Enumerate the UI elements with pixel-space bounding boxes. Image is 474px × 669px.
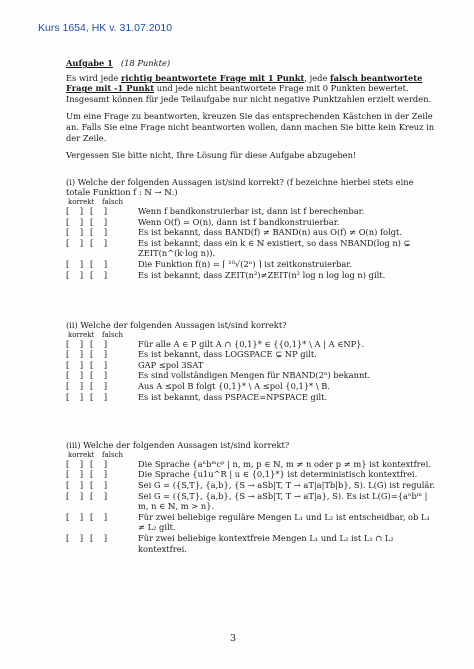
section-question: (iii) Welche der folgenden Aussagen ist/sind korrekt? <box>66 440 290 451</box>
checkbox-false[interactable]: [ ] <box>90 381 112 392</box>
checkbox-false[interactable]: [ ] <box>90 338 112 349</box>
col-correct: korrekt <box>68 450 95 459</box>
checkbox-false[interactable]: [ ] <box>90 269 112 280</box>
column-headers <box>68 198 438 206</box>
instructions-paragraph: Um eine Frage zu beantworten, kreuzen Sie das entsprechenden Kästchen in der Zeile an. Falls Sie eine Frage nicht beantworten wollen, dann machen Sie bitte kein Kreuz in der Zeile. <box>66 111 435 143</box>
question-row <box>66 217 438 228</box>
course-header: Kurs 1654, HK v. 31.07.2010 <box>38 22 173 34</box>
question-row <box>66 206 438 217</box>
checkbox-false[interactable]: [ ] <box>90 458 112 469</box>
col-false: falsch <box>102 450 124 459</box>
checkbox-false[interactable]: [ ] <box>90 490 112 501</box>
question-row <box>66 533 438 554</box>
statement: Es ist bekannt, dass PSPACE=NPSPACE gilt. <box>138 391 328 402</box>
statement: Für alle A ∈ P gilt A ∩ {0,1}* ∈ {{0,1}* \ A | A ∈NP}. <box>138 338 365 349</box>
checkbox-correct[interactable]: [ ] <box>66 349 88 360</box>
checkbox-false[interactable]: [ ] <box>90 370 112 381</box>
statement: Die Funktion f(n) = ⌈ ¹⁰√(2ⁿ) ⌉ ist zeitkonstruierbar. <box>138 258 352 269</box>
statement: Es ist bekannt, dass BAND(f) ≠ BAND(n) aus O(f) ≠ O(n) folgt. <box>138 227 402 238</box>
checkbox-false[interactable]: [ ] <box>90 237 112 248</box>
column-headers <box>68 331 438 339</box>
checkbox-false[interactable]: [ ] <box>90 391 112 402</box>
intro-bold-2: falsch beantwortete Frage mit -1 Punkt <box>66 72 423 94</box>
checkbox-correct[interactable]: [ ] <box>66 359 88 370</box>
question-row <box>66 349 438 360</box>
checkbox-correct[interactable]: [ ] <box>66 511 88 522</box>
task-title-line <box>66 58 438 69</box>
checkbox-correct[interactable]: [ ] <box>66 533 88 543</box>
question-row <box>66 392 438 403</box>
question-row <box>66 370 438 381</box>
section-ii <box>66 320 438 402</box>
statement: Es sind vollständigen Mengen für NBAND(2ⁿ) bekannt. <box>138 370 371 381</box>
question-row <box>66 227 438 238</box>
page-number: 3 <box>230 633 237 644</box>
checkbox-false[interactable]: [ ] <box>90 480 112 491</box>
column-headers <box>68 451 438 459</box>
checkbox-correct[interactable]: [ ] <box>66 269 88 280</box>
reminder-paragraph: Vergessen Sie bitte nicht, Ihre Lösung für diese Aufgabe abzugeben! <box>66 150 357 161</box>
col-correct: korrekt <box>68 330 95 339</box>
section-iii <box>66 440 438 554</box>
statement: Sei G = ({S,T}, {a,b}, {S → aSb|T, T → aT|a|Tb|b}, S). L(G) ist regulär. <box>138 480 436 491</box>
statement: GAP ≤pol 3SAT <box>138 359 204 370</box>
checkbox-correct[interactable]: [ ] <box>66 381 88 392</box>
checkbox-false[interactable]: [ ] <box>90 511 112 522</box>
checkbox-correct[interactable]: [ ] <box>66 258 88 269</box>
checkbox-correct[interactable]: [ ] <box>66 237 88 248</box>
question-row <box>66 459 438 470</box>
checkbox-correct[interactable]: [ ] <box>66 205 88 216</box>
checkbox-false[interactable]: [ ] <box>90 258 112 269</box>
task-title: Aufgabe 1 <box>66 58 113 68</box>
col-false: falsch <box>102 330 124 339</box>
statement: Wenn O(f) = O(n), dann ist f bandkonstruierbar. <box>138 216 340 227</box>
checkbox-false[interactable]: [ ] <box>90 349 112 360</box>
statement: Es ist bekannt, dass ein k ∈ ℕ existiert, so dass NBAND(log n) ⊊ ZEIT(n^(k·log n)). <box>138 237 411 259</box>
checkbox-correct[interactable]: [ ] <box>66 480 88 491</box>
statement: Wenn f bandkonstruierbar ist, dann ist f berechenbar. <box>138 205 365 216</box>
checkbox-correct[interactable]: [ ] <box>66 227 88 238</box>
task-intro <box>66 73 438 105</box>
intro-text-3: und jede nicht beantwortete Frage mit 0 Punkten bewertet. Insgesamt können für jede Teilaufgabe nur nicht negative Punktzahlen erzielt werden. <box>66 83 432 104</box>
question-row <box>66 238 438 259</box>
checkbox-false[interactable]: [ ] <box>90 216 112 227</box>
section-i <box>66 177 438 280</box>
statement: Für zwei beliebige reguläre Mengen L₁ und L₂ ist entscheidbar, ob L₁ ≠ L₂ gilt. <box>138 511 430 533</box>
question-row <box>66 381 438 392</box>
checkbox-correct[interactable]: [ ] <box>66 490 88 501</box>
intro-text-1: Es wird jede <box>66 72 121 83</box>
question-row <box>66 469 438 480</box>
checkbox-correct[interactable]: [ ] <box>66 458 88 469</box>
checkbox-correct[interactable]: [ ] <box>66 338 88 349</box>
checkbox-correct[interactable]: [ ] <box>66 391 88 402</box>
statement: Die Sprache {u1u^R | u ∈ {0,1}*} ist deterministisch kontextfrei. <box>138 469 418 480</box>
checkbox-correct[interactable]: [ ] <box>66 216 88 227</box>
question-row <box>66 480 438 491</box>
checkbox-false[interactable]: [ ] <box>90 469 112 480</box>
checkbox-false[interactable]: [ ] <box>90 533 112 543</box>
question-row <box>66 339 438 350</box>
col-false: falsch <box>102 197 124 206</box>
task-points: (18 Punkte) <box>120 58 171 68</box>
section-question: (i) Welche der folgenden Aussagen ist/sind korrekt? (f bezeichne hierbei stets eine totale Funktion f : ℕ → ℕ.) <box>66 176 414 198</box>
question-row <box>66 491 438 512</box>
checkbox-correct[interactable]: [ ] <box>66 469 88 480</box>
checkbox-false[interactable]: [ ] <box>90 205 112 216</box>
checkbox-correct[interactable]: [ ] <box>66 370 88 381</box>
question-row <box>66 360 438 371</box>
statement: Es ist bekannt, dass ZEIT(n²)≠ZEIT(n² log n log log n) gilt. <box>138 269 386 280</box>
question-row <box>66 270 438 281</box>
statement: Es ist bekannt, dass LOGSPACE ⊊ NP gilt. <box>138 349 317 360</box>
intro-text-2: , jede <box>304 72 331 83</box>
statement: Für zwei beliebige kontextfreie Mengen L₁ und L₂ ist L₁ ∩ L₂ kontextfrei. <box>138 533 394 554</box>
section-question: (ii) Welche der folgenden Aussagen ist/sind korrekt? <box>66 320 287 331</box>
question-row <box>66 259 438 270</box>
question-row <box>66 512 438 533</box>
intro-bold-1: richtig beantwortete Frage mit 1 Punkt <box>120 72 305 83</box>
checkbox-false[interactable]: [ ] <box>90 227 112 238</box>
task-content <box>66 58 438 554</box>
checkbox-false[interactable]: [ ] <box>90 359 112 370</box>
statement: Aus A ≤pol B folgt {0,1}* \ A ≤pol {0,1}* \ B. <box>138 381 330 392</box>
statement: Die Sprache {aⁿbᵐcᵖ | n, m, p ∈ ℕ, m ≠ n oder p ≠ m} ist kontextfrei. <box>138 458 431 469</box>
statement: Sei G = ({S,T}, {a,b}, {S → aSb|T, T → aT|a}, S). Es ist L(G)={aⁿbᵐ | m, n ∈ ℕ, m > n}. <box>138 490 428 512</box>
col-correct: korrekt <box>68 197 95 206</box>
